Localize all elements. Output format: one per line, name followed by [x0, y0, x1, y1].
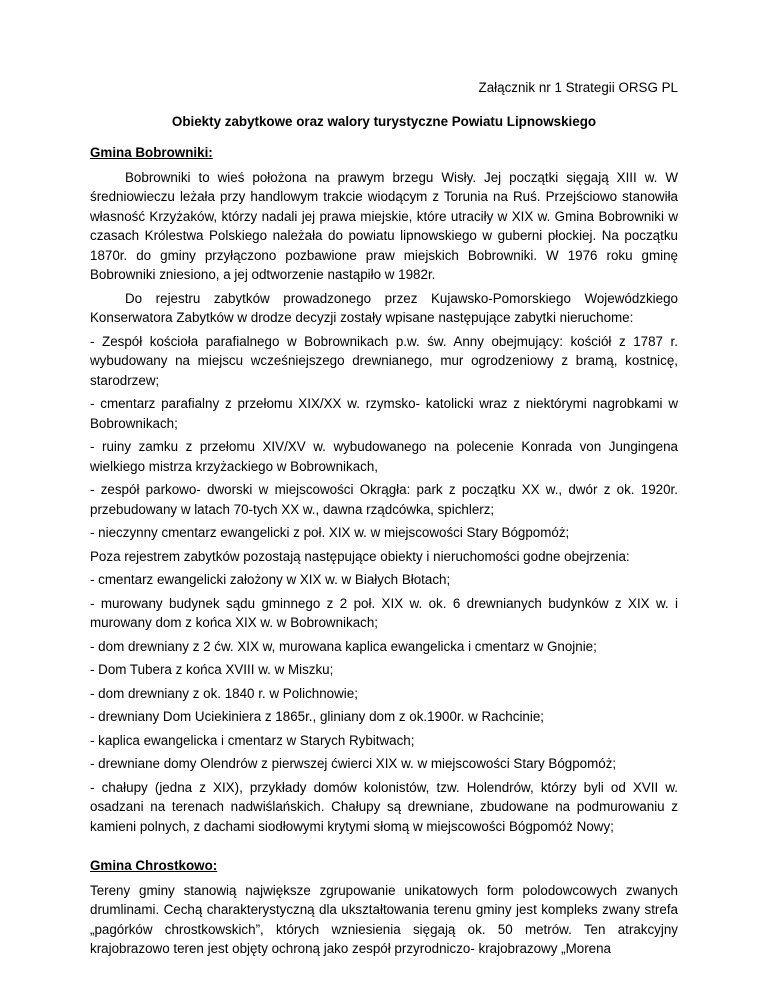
registry-list-item: - cmentarz parafialny z przełomu XIX/XX w. rzymsko- katolicki wraz z niektórymi nagrobkami w Bobrownikach;	[90, 396, 678, 431]
document-page	[90, 78, 678, 963]
registry-list-item: - Zespół kościoła parafialnego w Bobrownikach p.w. św. Anny obejmujący: kościół z 1787 r. wybudowany na miejscu wcześniejszego drewnianego, mur ogrodzeniowy z bramą, kostnicę, starodrzew;	[90, 333, 678, 388]
other-list-item: - dom drewniany z ok. 1840 r. w Polichnowie;	[90, 685, 358, 701]
other-list-item: - kaplica ewangelicka i cmentarz w Starych Rybitwach;	[90, 732, 415, 748]
other-list-item: - dom drewniany z 2 ćw. XIX w, murowana kaplica ewangelicka i cmentarz w Gnojnie;	[90, 638, 597, 654]
section-bobrowniki	[90, 143, 678, 836]
paragraph-registry-intro: Do rejestru zabytków prowadzonego przez Kujawsko-Pomorskiego Wojewódzkiego Konserwatora Zabytków w drodze decyzji zostały wpisane następujące zabytki nieruchome:	[90, 290, 678, 325]
registry-list-item: - zespół parkowo- dworski w miejscowości Okrągła: park z początku XX w., dwór z ok. 1920r. przebudowany w latach 70-tych XX w., dawna rządcówka, spichlerz;	[90, 482, 678, 517]
other-list-item: - chałupy (jedna z XIX), przykłady domów kolonistów, tzw. Holendrów, którzy byli od XVII w. osadzani na terenach nadwiślańskich. Chałupy są drewniane, zbudowane na podmurowaniu z kamieni polnych, z dachami siodłowymi krytymi słomą w miejscowości Bógpomóż Nowy;	[90, 779, 678, 834]
section-heading-bobrowniki: Gmina Bobrowniki:	[90, 145, 213, 160]
paragraph-bobrowniki-intro: Bobrowniki to wieś położona na prawym brzegu Wisły. Jej początki sięgają XIII w. W średniowieczu leżała przy handlowym trakcie wiodącym z Torunia na Ruś. Przejściowo stanowiła własność Krzyżaków, którzy nadali jej prawa miejskie, które utraciły w XIX w. Gmina Bobrowniki w czasach Królestwa Polskiego należała do powiatu lipnowskiego w guberni płockiej. Na początku 1870r. do gminy przyłączono pozbawione praw miejskich Bobrowniki. W 1976 roku gminę Bobrowniki zniesiono, a jej odtworzenie nastąpiło w 1982r.	[90, 169, 678, 282]
registry-list-item: - ruiny zamku z przełomu XIV/XV w. wybudowanego na polecenie Konrada von Jungingena wielkiego mistrza krzyżackiego w Bobrownikach,	[90, 439, 678, 474]
document-title: Obiekty zabytkowe oraz walory turystyczne Powiatu Lipnowskiego	[171, 113, 597, 129]
paragraph-chrostkowo-intro: Tereny gminy stanowią największe zgrupowanie unikatowych form polodowcowych zwanych drumlinami. Cechą charakterystyczną dla ukształtowania terenu gminy jest kompleks zwany strefa „pagórków chrostkowskich”, których wzniesienia sięgają ok. 50 metrów. Ten atrakcyjny krajobrazowo teren jest objęty ochroną jako zespół przyrodniczo- krajobrazowy „Morena	[90, 882, 678, 956]
section-spacer	[90, 840, 678, 856]
other-list-item: - Dom Tubera z końca XVIII w. w Miszku;	[90, 662, 334, 677]
section-chrostkowo	[90, 856, 678, 959]
other-list-item: - murowany budynek sądu gminnego z 2 poł. XIX w. ok. 6 drewnianych budynków z XIX w. i murowany dom z końca XIX w. w Bobrownikach;	[90, 595, 678, 630]
other-list-item: - cmentarz ewangelicki założony w XIX w. w Białych Błotach;	[90, 572, 451, 587]
registry-list-item: - nieczynny cmentarz ewangelicki z poł. XIX w. w miejscowości Stary Bógpomóż;	[90, 525, 570, 540]
other-list-item: - drewniane domy Olendrów z pierwszej ćwierci XIX w. w miejscowości Stary Bógpomóż;	[90, 756, 617, 771]
paragraph-other-intro: Poza rejestrem zabytków pozostają następujące obiekty i nieruchomości godne obejrzenia:	[90, 548, 630, 564]
section-heading-chrostkowo: Gmina Chrostkowo:	[90, 858, 218, 873]
other-list-item: - drewniany Dom Uciekiniera z 1865r., gliniany dom z ok.1900r. w Rachcinie;	[90, 709, 545, 724]
annex-label: Załącznik nr 1 Strategii ORSG PL	[478, 80, 678, 95]
